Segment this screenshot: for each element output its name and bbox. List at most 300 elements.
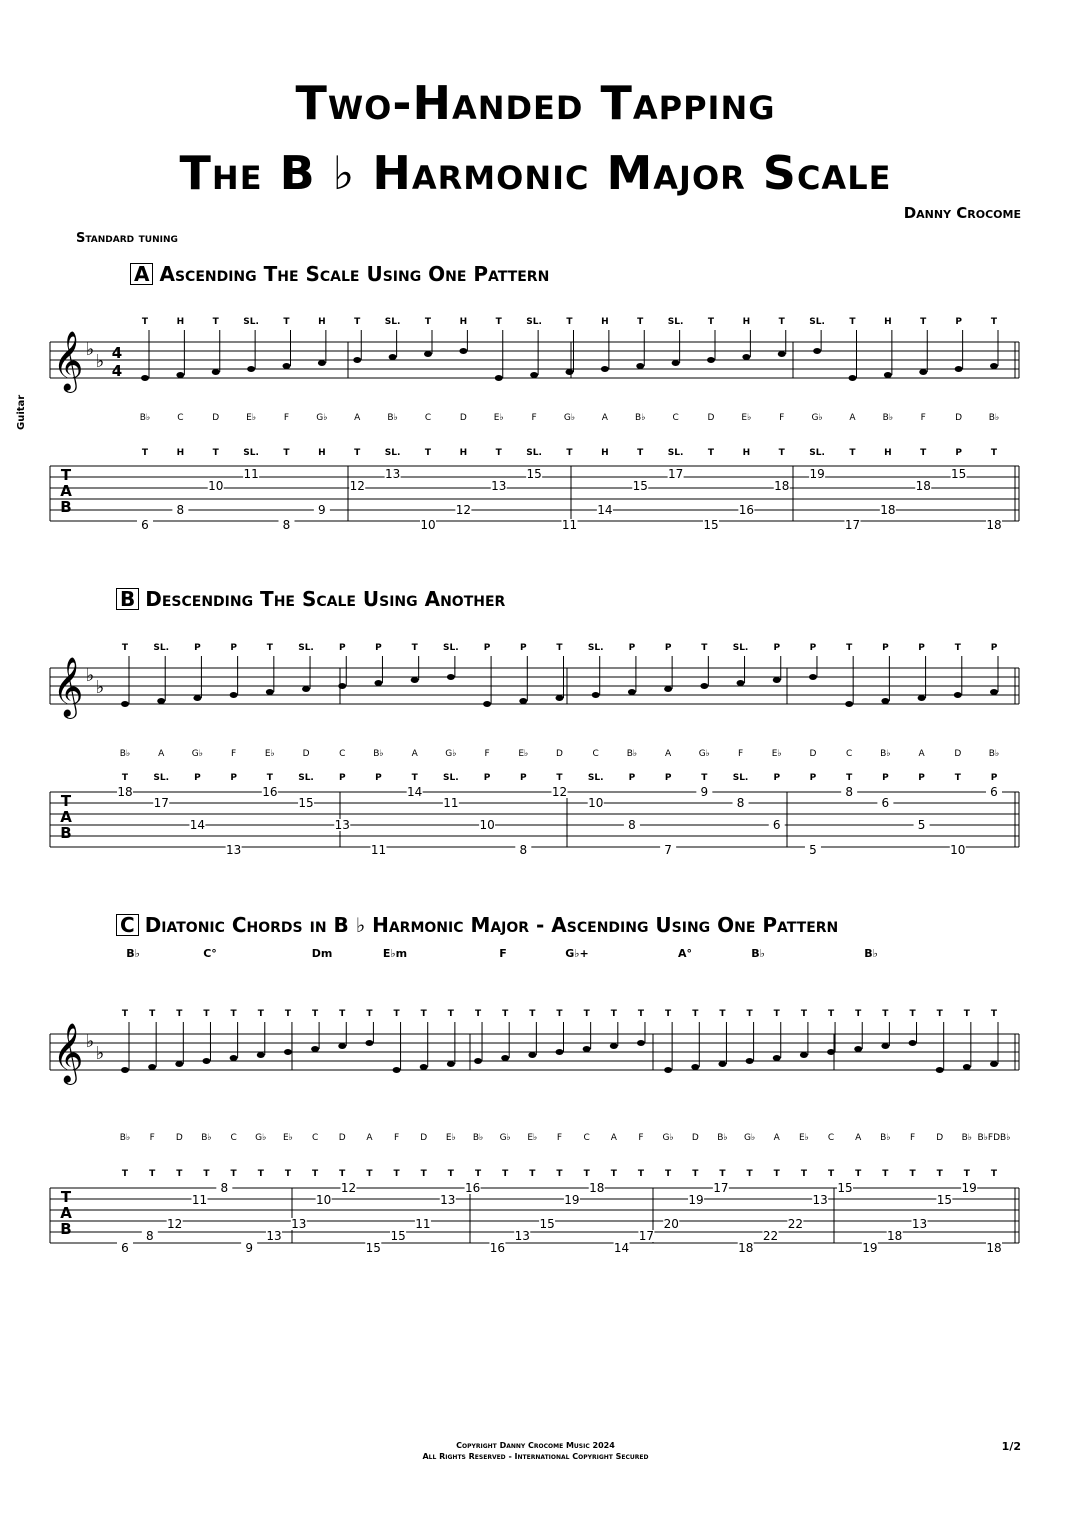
tab-fret-number: 18 bbox=[738, 1241, 754, 1255]
tab-fret-number: 19 bbox=[688, 1193, 704, 1207]
technique-label: T bbox=[566, 448, 573, 458]
tab-fret-number: 12 bbox=[167, 1217, 183, 1231]
tab-fret-number: 16 bbox=[489, 1241, 506, 1255]
technique-label: H bbox=[884, 448, 892, 458]
technique-label-staff: T bbox=[556, 1009, 563, 1019]
note-head bbox=[813, 348, 821, 354]
note-head bbox=[193, 695, 201, 701]
chord-symbol: B♭ bbox=[751, 947, 765, 960]
technique-label: T bbox=[502, 1169, 509, 1179]
technique-label: T bbox=[827, 1169, 835, 1179]
note-name-label: D bbox=[302, 749, 310, 759]
technique-label-staff: SL. bbox=[298, 643, 314, 653]
technique-label-staff: T bbox=[339, 1009, 346, 1019]
note-head bbox=[420, 1064, 428, 1070]
tab-clef-letter: T bbox=[60, 792, 72, 810]
technique-label: T bbox=[583, 1169, 590, 1179]
tab-fret-number: 13 bbox=[812, 1193, 828, 1207]
note-name-label: D bbox=[175, 1133, 183, 1143]
note-name-label: E♭ bbox=[518, 749, 529, 759]
note-head bbox=[718, 1061, 726, 1067]
note-head bbox=[212, 369, 220, 375]
technique-label: T bbox=[701, 773, 708, 783]
technique-label-staff: T bbox=[583, 1009, 590, 1019]
technique-label: T bbox=[529, 1169, 536, 1179]
note-head bbox=[447, 1061, 455, 1067]
tab-fret-number: 11 bbox=[243, 467, 259, 481]
technique-label-staff: P bbox=[338, 643, 346, 653]
technique-label-staff: SL. bbox=[732, 643, 749, 653]
note-head bbox=[202, 1058, 210, 1064]
note-name-label: D bbox=[936, 1133, 944, 1143]
technique-label-staff: T bbox=[212, 317, 219, 327]
technique-label-staff: T bbox=[773, 1009, 780, 1019]
note-name-label: B♭ bbox=[201, 1133, 212, 1143]
technique-label: T bbox=[855, 1169, 862, 1179]
tab-fret-number: 11 bbox=[561, 518, 578, 532]
tab-fret-number: 10 bbox=[950, 843, 966, 857]
note-name-label: C bbox=[339, 749, 346, 759]
note-head bbox=[374, 680, 382, 686]
note-head bbox=[411, 677, 419, 683]
technique-label: P bbox=[628, 773, 636, 783]
note-name-label: B♭ bbox=[472, 1133, 484, 1143]
technique-label: T bbox=[393, 1169, 400, 1179]
technique-label: T bbox=[424, 448, 432, 458]
technique-label-staff: T bbox=[230, 1009, 237, 1019]
tab-fret-number: 11 bbox=[370, 843, 387, 857]
note-name-label: E♭ bbox=[493, 413, 504, 423]
tab-fret-number: 17 bbox=[844, 518, 861, 532]
note-head bbox=[610, 1043, 618, 1049]
note-name-label: G♭ bbox=[499, 1133, 511, 1143]
technique-label: H bbox=[459, 448, 468, 458]
note-head bbox=[121, 1067, 129, 1073]
technique-label-staff: P bbox=[628, 643, 636, 653]
note-name-label: B♭ bbox=[882, 413, 894, 423]
note-head bbox=[318, 360, 326, 366]
note-head bbox=[247, 366, 255, 372]
note-name-label: D bbox=[338, 1133, 346, 1143]
tab-fret-number: 13 bbox=[491, 479, 507, 493]
technique-label: SL. bbox=[732, 773, 749, 783]
technique-label-staff: SL. bbox=[153, 643, 170, 653]
note-name-label: A bbox=[366, 1133, 373, 1143]
technique-label-staff: H bbox=[884, 317, 892, 327]
technique-label: T bbox=[778, 448, 785, 458]
technique-label-staff: H bbox=[742, 317, 751, 327]
tuning-label: Standard tuning bbox=[76, 231, 178, 246]
technique-label: T bbox=[354, 448, 361, 458]
tab-fret-number: 19 bbox=[961, 1181, 977, 1195]
note-name-label: G♭ bbox=[255, 1133, 267, 1143]
technique-label: T bbox=[746, 1169, 753, 1179]
section-b-title: Descending The Scale Using Another bbox=[145, 587, 506, 611]
technique-label-staff: T bbox=[707, 317, 715, 327]
technique-label-staff: SL. bbox=[384, 317, 401, 327]
note-head bbox=[773, 1055, 781, 1061]
tab-fret-number: 18 bbox=[880, 503, 896, 517]
note-name-label: F bbox=[556, 1133, 563, 1143]
note-head bbox=[854, 1046, 862, 1052]
technique-label: T bbox=[610, 1169, 617, 1179]
note-name-label: C bbox=[827, 1133, 835, 1143]
section-a-letter: A bbox=[130, 263, 153, 285]
technique-label: T bbox=[284, 1169, 292, 1179]
note-head bbox=[283, 363, 291, 369]
tab-fret-number: 19 bbox=[862, 1241, 878, 1255]
note-head bbox=[459, 348, 467, 354]
note-name-label: A bbox=[855, 1133, 862, 1143]
tab-fret-number: 5 bbox=[917, 818, 926, 832]
technique-label-staff: T bbox=[121, 1009, 129, 1019]
note-head bbox=[881, 698, 889, 704]
note-head bbox=[628, 689, 636, 695]
technique-label: T bbox=[920, 448, 927, 458]
tab-fret-number: 8 bbox=[176, 503, 185, 517]
note-head bbox=[338, 1043, 346, 1049]
technique-label-staff: T bbox=[284, 1009, 292, 1019]
note-head bbox=[474, 1058, 482, 1064]
tab-fret-number: 11 bbox=[191, 1193, 208, 1207]
note-head bbox=[746, 1058, 754, 1064]
tab-fret-number: 14 bbox=[189, 818, 206, 832]
technique-label-staff: T bbox=[424, 317, 432, 327]
tab-fret-number: 13 bbox=[291, 1217, 307, 1231]
technique-label-staff: T bbox=[778, 317, 785, 327]
technique-label-staff: T bbox=[936, 1009, 943, 1019]
technique-label-staff: SL. bbox=[809, 317, 825, 327]
tab-fret-number: 15 bbox=[365, 1241, 381, 1255]
technique-label-staff: H bbox=[601, 317, 609, 327]
technique-label: T bbox=[203, 1169, 210, 1179]
tab-fret-number: 18 bbox=[986, 1241, 1002, 1255]
tab-fret-number: 6 bbox=[772, 818, 781, 832]
technique-label: SL. bbox=[587, 773, 604, 783]
note-name-label: G♭ bbox=[662, 1133, 674, 1143]
note-head bbox=[936, 1067, 944, 1073]
technique-label-staff: T bbox=[312, 1009, 319, 1019]
technique-label-staff: T bbox=[882, 1009, 889, 1019]
note-name-label: B♭ bbox=[880, 749, 891, 759]
tab-fret-number: 10 bbox=[479, 818, 495, 832]
tab-fret-number: 11 bbox=[443, 796, 459, 810]
technique-label: T bbox=[149, 1169, 156, 1179]
note-name-label: D bbox=[459, 413, 467, 423]
section-b-letter: B bbox=[116, 588, 139, 610]
note-head bbox=[990, 1061, 998, 1067]
chord-symbol: F bbox=[499, 947, 507, 960]
technique-label-staff: T bbox=[366, 1009, 373, 1019]
note-name-label: G♭ bbox=[743, 1133, 756, 1143]
note-name-label: C bbox=[311, 1133, 319, 1143]
tab-fret-number: 13 bbox=[514, 1229, 530, 1243]
note-head bbox=[918, 695, 926, 701]
technique-label: T bbox=[411, 773, 418, 783]
technique-label: T bbox=[707, 448, 715, 458]
note-head bbox=[501, 1055, 509, 1061]
technique-label: P bbox=[809, 773, 817, 783]
note-name-label: E♭ bbox=[264, 749, 275, 759]
technique-label: H bbox=[318, 448, 326, 458]
tab-clef-letter: A bbox=[60, 482, 72, 500]
note-name-label: F bbox=[909, 1133, 916, 1143]
tab-fret-number: 8 bbox=[845, 785, 853, 799]
tab-fret-number: 11 bbox=[415, 1217, 431, 1231]
note-name-label: A bbox=[158, 749, 165, 759]
note-head bbox=[176, 372, 184, 378]
note-head bbox=[121, 701, 129, 707]
technique-label-staff: P bbox=[194, 643, 201, 653]
footer bbox=[0, 1440, 1071, 1462]
note-name-label: D bbox=[955, 413, 963, 423]
tab-fret-number: 8 bbox=[146, 1229, 154, 1243]
technique-label: P bbox=[519, 773, 527, 783]
technique-label-staff: T bbox=[149, 1009, 156, 1019]
technique-label: SL. bbox=[153, 773, 170, 783]
tab-fret-number: 10 bbox=[420, 518, 436, 532]
tab-fret-number: 18 bbox=[117, 785, 133, 799]
technique-label-staff: SL. bbox=[667, 317, 684, 327]
technique-label-staff: T bbox=[502, 1009, 509, 1019]
technique-label: T bbox=[556, 773, 563, 783]
technique-label: SL. bbox=[443, 773, 459, 783]
technique-label: H bbox=[176, 448, 185, 458]
note-name-label: E♭ bbox=[282, 1133, 293, 1143]
note-head bbox=[919, 369, 927, 375]
note-head bbox=[528, 1052, 536, 1058]
tab-fret-number: 13 bbox=[266, 1229, 282, 1243]
note-head bbox=[519, 698, 527, 704]
note-head bbox=[530, 372, 538, 378]
technique-label-staff: P bbox=[773, 643, 781, 653]
tab-fret-number: 6 bbox=[141, 518, 149, 532]
technique-label-staff: T bbox=[849, 317, 856, 327]
note-name-label: C bbox=[592, 749, 599, 759]
note-name-label: E♭ bbox=[798, 1133, 809, 1143]
section-a-title: Ascending The Scale Using One Pattern bbox=[159, 262, 550, 286]
note-name-label: B♭FDB♭ bbox=[977, 1133, 1011, 1143]
note-head bbox=[353, 357, 361, 363]
technique-label-staff: P bbox=[230, 643, 237, 653]
chord-symbol: G♭+ bbox=[565, 947, 589, 960]
note-head bbox=[601, 366, 609, 372]
tab-fret-number: 15 bbox=[298, 796, 314, 810]
key-flat-icon: ♭ bbox=[85, 665, 95, 686]
tab-fret-number: 19 bbox=[809, 467, 825, 481]
tab-fret-number: 12 bbox=[551, 785, 568, 799]
tab-fret-number: 16 bbox=[738, 503, 755, 517]
note-head bbox=[141, 375, 149, 381]
technique-label-staff: SL. bbox=[587, 643, 604, 653]
note-name-label: E♭ bbox=[246, 413, 257, 423]
technique-label-staff: T bbox=[411, 643, 418, 653]
note-name-label: G♭ bbox=[191, 749, 204, 759]
tab-fret-number: 13 bbox=[225, 843, 242, 857]
technique-label: P bbox=[483, 773, 491, 783]
technique-label-staff: H bbox=[318, 317, 326, 327]
technique-label: P bbox=[918, 773, 925, 783]
technique-label: T bbox=[846, 773, 853, 783]
technique-label-staff: P bbox=[918, 643, 925, 653]
tab-clef-letter: B bbox=[60, 1220, 72, 1238]
note-name-label: B♭ bbox=[961, 1133, 973, 1143]
note-name-label: F bbox=[231, 749, 237, 759]
note-name-label: C bbox=[177, 413, 184, 423]
note-name-label: A bbox=[918, 749, 925, 759]
note-name-label: E♭ bbox=[771, 749, 782, 759]
tab-fret-number: 9 bbox=[318, 503, 326, 517]
note-head bbox=[483, 701, 491, 707]
technique-label: T bbox=[849, 448, 856, 458]
time-signature-bottom: 4 bbox=[111, 362, 123, 380]
technique-label: SL. bbox=[298, 773, 314, 783]
technique-label-staff: T bbox=[637, 1009, 645, 1019]
technique-label-staff: P bbox=[882, 643, 889, 653]
tab-fret-number: 10 bbox=[208, 479, 224, 493]
note-head bbox=[592, 692, 600, 698]
treble-clef-icon: 𝄞 bbox=[52, 331, 84, 391]
note-name-label: D bbox=[556, 749, 563, 759]
note-head bbox=[447, 674, 455, 680]
tab-fret-number: 8 bbox=[628, 818, 636, 832]
technique-label-staff: T bbox=[990, 317, 998, 327]
note-head bbox=[556, 1049, 564, 1055]
tab-fret-number: 15 bbox=[950, 467, 967, 481]
note-name-label: D bbox=[954, 749, 962, 759]
technique-label-staff: P bbox=[990, 643, 998, 653]
technique-label-staff: SL. bbox=[443, 643, 459, 653]
note-name-label: E♭ bbox=[741, 413, 752, 423]
title-line-2: The B ♭ Harmonic Major Scale bbox=[179, 146, 892, 200]
note-name-label: A bbox=[354, 413, 361, 423]
technique-label: T bbox=[266, 773, 273, 783]
note-name-label: C bbox=[583, 1133, 590, 1143]
technique-label-staff: P bbox=[809, 643, 817, 653]
technique-label: T bbox=[176, 1169, 183, 1179]
tab-fret-number: 15 bbox=[632, 479, 648, 493]
tab-fret-number: 16 bbox=[464, 1181, 481, 1195]
tab-fret-number: 12 bbox=[455, 503, 472, 517]
note-name-label: B♭ bbox=[139, 413, 151, 423]
technique-label: T bbox=[719, 1169, 726, 1179]
note-head bbox=[909, 1040, 917, 1046]
note-name-label: A bbox=[665, 749, 672, 759]
page-number: 1/2 bbox=[1001, 1440, 1021, 1453]
note-head bbox=[990, 689, 998, 695]
technique-label-staff: T bbox=[610, 1009, 617, 1019]
technique-label: P bbox=[990, 773, 998, 783]
key-flat-icon: ♭ bbox=[85, 339, 95, 360]
technique-label-staff: T bbox=[447, 1009, 454, 1019]
tab-fret-number: 18 bbox=[774, 479, 790, 493]
technique-label: P bbox=[773, 773, 781, 783]
tab-fret-number: 9 bbox=[700, 785, 709, 799]
tab-fret-number: 9 bbox=[245, 1241, 253, 1255]
tab-fret-number: 22 bbox=[762, 1229, 779, 1243]
technique-label: T bbox=[447, 1169, 454, 1179]
technique-label-staff: T bbox=[121, 643, 129, 653]
technique-label-staff: T bbox=[963, 1009, 970, 1019]
tab-fret-number: 18 bbox=[589, 1181, 605, 1195]
technique-label: T bbox=[990, 1169, 998, 1179]
note-head bbox=[809, 674, 817, 680]
composer-name: Danny Crocome bbox=[903, 204, 1021, 222]
tab-fret-number: 14 bbox=[613, 1241, 630, 1255]
technique-label: P bbox=[375, 773, 382, 783]
note-name-label: F bbox=[531, 413, 537, 423]
note-name-label: G♭ bbox=[316, 413, 328, 423]
tab-fret-number: 20 bbox=[663, 1217, 679, 1231]
note-head bbox=[257, 1052, 265, 1058]
note-name-label: B♭ bbox=[119, 1133, 131, 1143]
note-head bbox=[955, 366, 963, 372]
technique-label: T bbox=[954, 773, 961, 783]
technique-label: H bbox=[601, 448, 609, 458]
note-name-label: D bbox=[691, 1133, 699, 1143]
chord-symbol: C° bbox=[203, 947, 217, 960]
note-name-label: B♭ bbox=[119, 749, 131, 759]
technique-label: T bbox=[366, 1169, 373, 1179]
note-name-label: E♭ bbox=[527, 1133, 538, 1143]
note-head bbox=[583, 1046, 591, 1052]
technique-label-staff: T bbox=[800, 1009, 807, 1019]
technique-label: T bbox=[339, 1169, 346, 1179]
note-name-label: A bbox=[411, 749, 418, 759]
tab-fret-number: 17 bbox=[638, 1229, 655, 1243]
technique-label-staff: T bbox=[909, 1009, 916, 1019]
note-head bbox=[827, 1049, 835, 1055]
tab-fret-number: 5 bbox=[809, 843, 817, 857]
note-name-label: C bbox=[424, 413, 432, 423]
technique-label-staff: T bbox=[474, 1009, 482, 1019]
technique-label-staff: T bbox=[266, 643, 273, 653]
note-head bbox=[800, 1052, 808, 1058]
tab-fret-number: 13 bbox=[384, 467, 401, 481]
note-name-label: B♭ bbox=[387, 413, 398, 423]
note-head bbox=[849, 375, 857, 381]
technique-label: T bbox=[121, 773, 129, 783]
note-head bbox=[302, 686, 310, 692]
technique-label-staff: T bbox=[529, 1009, 536, 1019]
technique-label-staff: T bbox=[701, 643, 708, 653]
technique-label-staff: T bbox=[719, 1009, 726, 1019]
note-name-label: B♭ bbox=[988, 749, 1000, 759]
note-head bbox=[393, 1067, 401, 1073]
note-name-label: C bbox=[846, 749, 853, 759]
technique-label: T bbox=[141, 448, 149, 458]
note-name-label: B♭ bbox=[717, 1133, 728, 1143]
tab-clef-letter: A bbox=[60, 1204, 72, 1222]
note-head bbox=[700, 683, 708, 689]
note-name-label: D bbox=[212, 413, 220, 423]
note-name-label: F bbox=[920, 413, 926, 423]
technique-label: P bbox=[338, 773, 346, 783]
note-head bbox=[175, 1061, 183, 1067]
note-head bbox=[963, 1064, 971, 1070]
note-head bbox=[157, 698, 165, 704]
note-head bbox=[691, 1064, 699, 1070]
technique-label: H bbox=[742, 448, 751, 458]
tab-fret-number: 8 bbox=[736, 796, 745, 810]
technique-label: SL. bbox=[526, 448, 542, 458]
technique-label-staff: T bbox=[954, 643, 961, 653]
technique-label: SL. bbox=[667, 448, 684, 458]
technique-label: T bbox=[990, 448, 998, 458]
note-name-label: G♭ bbox=[811, 413, 823, 423]
note-head bbox=[636, 363, 644, 369]
tab-fret-number: 15 bbox=[837, 1181, 853, 1195]
